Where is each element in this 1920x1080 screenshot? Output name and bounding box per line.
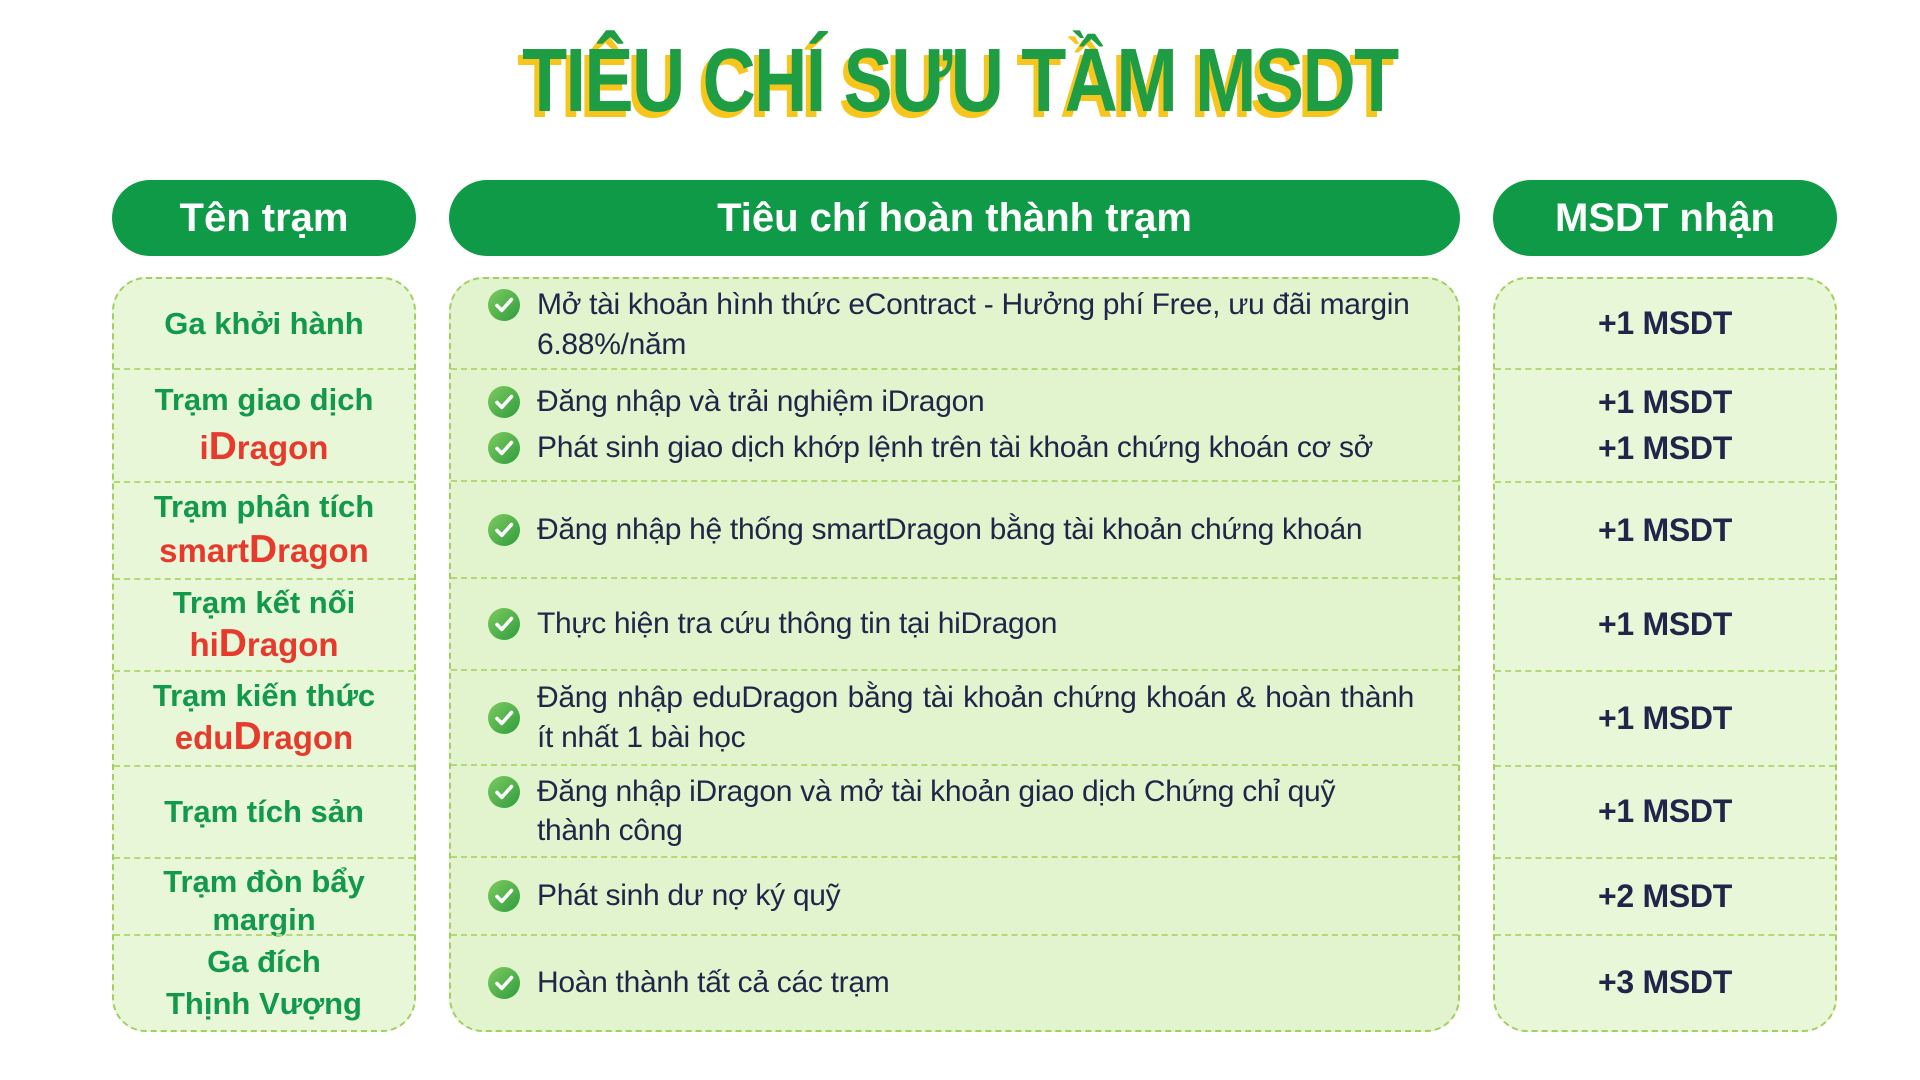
reward-value: +1 MSDT	[1598, 430, 1732, 467]
brand-suffix: ragon	[277, 531, 369, 569]
rewards-panel	[1493, 277, 1837, 1032]
criteria-panel	[449, 277, 1460, 1032]
criterion-text: Phát sinh giao dịch khớp lệnh trên tài khoản chứng khoán cơ sở	[537, 431, 1374, 465]
station-name: Trạm tích sản	[164, 793, 364, 829]
reward-value: +1 MSDT	[1598, 383, 1732, 420]
check-icon	[487, 879, 521, 913]
brand-name	[175, 715, 353, 760]
criteria-table	[112, 180, 1837, 1032]
brand-name	[200, 425, 329, 470]
brand-prefix: smart	[159, 531, 250, 569]
station-cell	[114, 765, 414, 857]
brand-dragon-d: D	[233, 715, 262, 759]
criteria-cell	[451, 856, 1458, 934]
check-icon	[487, 966, 521, 1000]
reward-cell	[1495, 765, 1835, 857]
check-icon	[487, 701, 521, 735]
reward-value: +3 MSDT	[1598, 964, 1732, 1001]
reward-cell	[1495, 279, 1835, 368]
station-name: Trạm kiến thức	[152, 677, 376, 713]
check-icon	[487, 385, 521, 419]
reward-value: +1 MSDT	[1598, 699, 1732, 736]
criterion-item	[487, 604, 1414, 644]
station-name: Ga khởi hành	[164, 305, 364, 341]
criteria-cell	[451, 368, 1458, 480]
station-name: Trạm phân tích	[153, 489, 375, 525]
criteria-cell	[451, 764, 1458, 856]
criterion-item	[487, 963, 1414, 1003]
brand-prefix: i	[199, 429, 209, 467]
criteria-cell	[451, 480, 1458, 577]
reward-cell	[1495, 857, 1835, 934]
brand-dragon-d: D	[218, 621, 247, 665]
header-criteria-column: Tiêu chí hoàn thành trạm	[449, 180, 1460, 256]
reward-value: +1 MSDT	[1598, 793, 1732, 830]
header-station-column: Tên trạm	[112, 180, 416, 256]
station-cell	[114, 857, 414, 937]
criterion-item	[487, 772, 1414, 851]
criteria-cell	[451, 934, 1458, 1030]
criterion-item	[487, 285, 1414, 364]
brand-suffix: ragon	[261, 719, 354, 757]
title-area	[0, 0, 1920, 150]
station-name: Trạm giao dịch	[154, 381, 374, 417]
criterion-text: Hoàn thành tất cả các trạm	[537, 966, 890, 1000]
reward-value: +1 MSDT	[1598, 305, 1732, 342]
check-icon	[487, 607, 521, 641]
criteria-cell	[451, 669, 1458, 764]
station-name: Trạm đòn bẩy	[163, 863, 365, 899]
reward-cell	[1495, 670, 1835, 765]
criteria-cell	[451, 577, 1458, 669]
criterion-text: Đăng nhập và trải nghiệm iDragon	[537, 385, 985, 419]
check-icon	[487, 513, 521, 547]
reward-cell	[1495, 481, 1835, 578]
brand-suffix: ragon	[236, 429, 329, 467]
stations-panel	[112, 277, 416, 1032]
check-icon	[487, 775, 521, 809]
station-cell	[114, 279, 414, 368]
station-cell	[114, 578, 414, 670]
criterion-item	[487, 876, 1414, 916]
reward-value: +2 MSDT	[1598, 877, 1732, 914]
page-title: TIÊU CHÍ SƯU TẦM MSDT	[522, 31, 1398, 131]
station-cell	[114, 368, 414, 481]
brand-name	[189, 622, 338, 667]
station-cell	[114, 934, 414, 1030]
criterion-text: Thực hiện tra cứu thông tin tại hiDragon	[537, 607, 1058, 641]
header-reward-column: MSDT nhận	[1493, 180, 1837, 256]
criterion-item	[487, 678, 1414, 757]
reward-cell	[1495, 578, 1835, 670]
brand-prefix: hi	[189, 625, 219, 663]
reward-cell	[1495, 934, 1835, 1030]
check-icon	[487, 431, 521, 465]
station-cell	[114, 481, 414, 578]
criterion-item	[487, 428, 1414, 468]
station-name: Ga đích	[207, 944, 321, 980]
criterion-text: Phát sinh dư nợ ký quỹ	[537, 879, 841, 913]
brand-dragon-d: D	[249, 527, 278, 571]
criterion-item	[487, 510, 1414, 550]
criteria-cell	[451, 279, 1458, 368]
brand-suffix: ragon	[246, 625, 339, 663]
criterion-text: Mở tài khoản hình thức eContract - Hưởng phí Free, ưu đãi margin 6.88%/năm	[537, 288, 1410, 361]
station-name: Trạm kết nối	[172, 584, 356, 620]
brand-prefix: edu	[174, 719, 234, 757]
brand-name	[159, 528, 369, 573]
reward-value: +1 MSDT	[1598, 606, 1732, 643]
reward-value: +1 MSDT	[1598, 511, 1732, 548]
criterion-text: Đăng nhập eduDragon bằng tài khoản chứng khoán & hoàn thành ít nhất 1 bài học	[537, 680, 1414, 754]
reward-cell	[1495, 368, 1835, 481]
check-icon	[487, 288, 521, 322]
station-name: Thịnh Vượng	[165, 985, 362, 1021]
criterion-item	[487, 382, 1414, 422]
station-cell	[114, 670, 414, 765]
brand-dragon-d: D	[208, 425, 237, 469]
criterion-text: Đăng nhập hệ thống smartDragon bằng tài khoản chứng khoán	[537, 512, 1363, 546]
criterion-text: Đăng nhập iDragon và mở tài khoản giao dịch Chứng chỉ quỹ thành công	[537, 774, 1336, 848]
station-name: margin	[212, 901, 316, 937]
